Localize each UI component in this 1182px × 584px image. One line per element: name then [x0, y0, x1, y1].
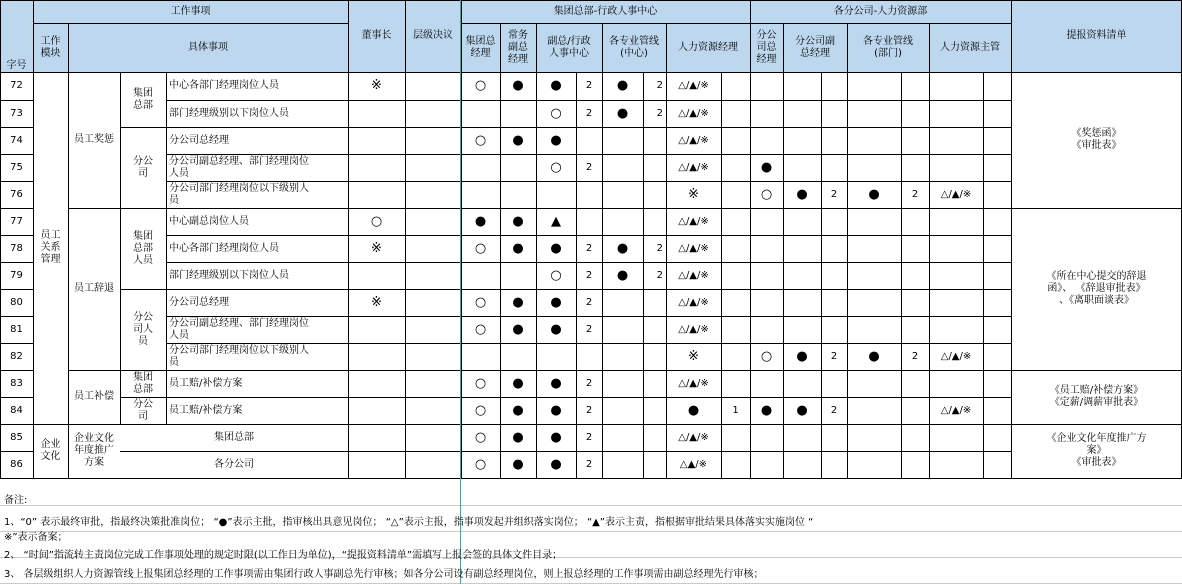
mark-ev[interactable]: ●: [512, 213, 524, 229]
grid-line: [461, 0, 462, 478]
header-exec-vp[interactable]: 常务 副总 经理: [508, 29, 528, 65]
grid-line: [33, 424, 69, 425]
mark-bpln[interactable]: 2: [911, 188, 919, 200]
mark-hr[interactable]: ●: [687, 402, 700, 418]
mark-adn[interactable]: 2: [585, 296, 593, 308]
grid-line: [405, 0, 406, 478]
item-description[interactable]: 分公司副总经理、部门经理岗位 人员: [169, 155, 309, 179]
group-reward[interactable]: 员工奖惩: [74, 134, 114, 145]
mark-bpl[interactable]: ●: [868, 348, 880, 364]
mark-adn[interactable]: 2: [585, 269, 593, 281]
freeze-pane-line: [460, 0, 461, 584]
materials-culture[interactable]: 《企业文化年度推广方 案》 《审批表》: [1046, 433, 1147, 468]
mark-gm[interactable]: ○: [474, 321, 487, 337]
mark-ad[interactable]: ●: [550, 132, 562, 148]
mark-adn[interactable]: 2: [585, 80, 593, 91]
mark-pln[interactable]: 2: [656, 107, 663, 119]
grid-line: [1011, 0, 1012, 478]
mark-adn[interactable]: 2: [585, 458, 593, 470]
mark-hr[interactable]: △/▲/※: [678, 269, 709, 281]
mark-adn[interactable]: 2: [585, 242, 593, 254]
mark-hr[interactable]: △/▲/※: [678, 80, 709, 91]
module-culture[interactable]: 企业 文化: [40, 439, 61, 462]
mark-pln[interactable]: 2: [656, 242, 663, 254]
row-number[interactable]: 81: [10, 323, 23, 335]
header-work-items[interactable]: 工作事项: [170, 5, 211, 17]
mark-adn[interactable]: 2: [585, 323, 593, 335]
item-description[interactable]: 各分公司: [214, 458, 254, 470]
mark-bvg[interactable]: ●: [796, 348, 808, 364]
mark-ad[interactable]: ●: [550, 429, 562, 445]
row-number[interactable]: 74: [10, 134, 23, 146]
header-chairman[interactable]: 董事长: [361, 30, 392, 41]
item-description[interactable]: 中心各部门经理岗位人员: [169, 242, 279, 254]
grid-line: [348, 0, 349, 478]
mark-ad[interactable]: ○: [550, 159, 562, 175]
grid-line: [120, 72, 121, 424]
mark-pln[interactable]: 2: [656, 80, 663, 91]
grid-line: [166, 72, 167, 424]
materials-resign[interactable]: 《所在中心提交的辞退 函》、 《辞退审批表》 、《离职面谈表》: [1046, 271, 1147, 306]
grid-line: [783, 23, 784, 478]
group-culture-item[interactable]: 企业文化 年度推广 方案: [74, 433, 114, 468]
header-work-module[interactable]: 工作 模块: [40, 35, 61, 59]
mark-bhr[interactable]: △/▲/※: [940, 404, 972, 416]
mark-ev[interactable]: ●: [512, 375, 524, 391]
grid-line: [0, 531, 1182, 532]
header-admin-director[interactable]: 副总/行政 人事中心: [547, 35, 591, 59]
grid-line: [120, 478, 1012, 479]
header-level-decision[interactable]: 层级决议: [413, 30, 453, 41]
mark-ad[interactable]: ▲: [551, 213, 561, 229]
grid-line: [821, 72, 822, 478]
grid-line: [643, 72, 644, 478]
mark-bgm[interactable]: ○: [760, 186, 773, 202]
mark-ev[interactable]: ●: [512, 78, 524, 93]
grid-line: [0, 235, 34, 236]
grid-line: [1011, 208, 1182, 209]
row-number[interactable]: 84: [10, 404, 23, 416]
grid-line: [166, 397, 1012, 398]
item-description[interactable]: 分公司副总经理、部门经理岗位 人员: [169, 317, 309, 341]
header-seq[interactable]: 字号: [6, 60, 27, 71]
mark-ad[interactable]: ●: [550, 402, 562, 418]
item-description[interactable]: 员工赔/补偿方案: [169, 404, 243, 416]
grid-line: [847, 23, 848, 478]
grid-line: [0, 0, 1182, 1]
item-description[interactable]: 分公司总经理: [169, 134, 229, 146]
grid-line: [166, 235, 1012, 236]
mark-hr[interactable]: △/▲/※: [678, 161, 709, 173]
sub-br-comp[interactable]: 分公 司: [133, 398, 153, 422]
item-description[interactable]: 集团总部: [214, 431, 254, 443]
grid-line: [0, 127, 34, 128]
mark-gm[interactable]: ○: [474, 375, 487, 391]
grid-line: [1011, 478, 1182, 479]
row-number[interactable]: 80: [10, 296, 23, 308]
grid-line: [576, 72, 577, 478]
mark-bgm[interactable]: ●: [760, 402, 773, 418]
mark-gm[interactable]: ○: [474, 402, 487, 418]
grid-line: [68, 424, 121, 425]
row-number[interactable]: 83: [10, 377, 23, 389]
grid-line: [0, 100, 34, 101]
mark-gm[interactable]: ○: [474, 294, 487, 310]
mark-ad[interactable]: ○: [550, 105, 562, 121]
item-description[interactable]: 分公司部门经理岗位以下级别人 员: [169, 344, 309, 368]
mark-ev[interactable]: ●: [512, 132, 524, 148]
grid-line: [166, 127, 1012, 128]
mark-gm[interactable]: ○: [474, 78, 487, 93]
mark-gm[interactable]: ●: [474, 213, 487, 229]
item-description[interactable]: 中心各部门经理岗位人员: [169, 80, 279, 91]
grid-line: [0, 289, 34, 290]
grid-line: [166, 154, 1012, 155]
materials-comp[interactable]: 《员工赔/补偿方案》 《定薪/调薪审批表》: [1049, 385, 1144, 408]
mark-bvg[interactable]: ●: [796, 402, 808, 418]
grid-line: [120, 127, 167, 128]
mark-ad[interactable]: ●: [550, 321, 562, 337]
row-number[interactable]: 86: [10, 458, 23, 470]
item-description[interactable]: 部门经理级别以下岗位人员: [169, 107, 289, 119]
mark-c[interactable]: ※: [371, 240, 382, 256]
mark-ev[interactable]: ●: [512, 456, 524, 472]
mark-gm[interactable]: ○: [474, 132, 487, 148]
mark-ad[interactable]: ○: [550, 267, 562, 283]
grid-line: [166, 181, 1012, 182]
mark-pl[interactable]: ●: [616, 105, 629, 121]
grid-line: [0, 72, 1182, 73]
mark-ev[interactable]: ●: [512, 429, 524, 445]
header-specific-items[interactable]: 具体事项: [188, 41, 228, 53]
group-comp[interactable]: 员工补偿: [74, 391, 114, 402]
grid-line: [33, 478, 69, 479]
grid-line: [0, 370, 34, 371]
mark-bpln[interactable]: 2: [911, 350, 919, 362]
mark-gm[interactable]: ○: [474, 429, 487, 445]
mark-bgm[interactable]: ●: [760, 159, 773, 175]
grid-line: [120, 451, 1012, 452]
item-description[interactable]: 部门经理级别以下岗位人员: [169, 269, 289, 281]
mark-adn[interactable]: 2: [585, 404, 593, 416]
grid-line: [0, 505, 1182, 506]
mark-ev[interactable]: ●: [512, 321, 524, 337]
grid-line: [120, 370, 167, 371]
row-number[interactable]: 72: [10, 80, 23, 91]
row-number[interactable]: 82: [10, 350, 23, 362]
mark-ev[interactable]: ●: [512, 402, 524, 418]
grid-line: [0, 181, 34, 182]
mark-adn[interactable]: 2: [585, 377, 593, 389]
grid-line: [1011, 370, 1182, 371]
header-branch-gm[interactable]: 分公 司总 经理: [756, 29, 777, 65]
mark-hr[interactable]: △/▲/※: [678, 323, 709, 335]
mark-bvgn[interactable]: 2: [830, 404, 838, 416]
item-description[interactable]: 员工赔/补偿方案: [169, 377, 243, 389]
mark-bgm[interactable]: ○: [760, 348, 773, 364]
header-group-hq[interactable]: 集团总部-行政人事中心: [553, 5, 658, 17]
row-number[interactable]: 85: [10, 431, 23, 443]
grid-line: [0, 424, 34, 425]
grid-line: [166, 100, 1012, 101]
grid-line: [0, 262, 34, 263]
materials-reward[interactable]: 《奖惩函》 《审批表》: [1071, 128, 1122, 151]
row-number[interactable]: 76: [10, 188, 23, 200]
group-resign[interactable]: 员工辞退: [74, 283, 114, 294]
mark-bvg[interactable]: ●: [796, 186, 808, 202]
mark-ad[interactable]: ●: [550, 456, 562, 472]
sub-br-resign[interactable]: 分公 司人 员: [133, 311, 153, 347]
sub-hq-reward[interactable]: 集团 总部: [133, 87, 153, 111]
mark-bhr[interactable]: △/▲/※: [940, 188, 972, 200]
grid-line: [33, 23, 349, 24]
mark-bvgn[interactable]: 2: [830, 188, 838, 200]
mark-hr[interactable]: △/▲/※: [678, 377, 709, 389]
grid-line: [721, 72, 722, 478]
mark-gm[interactable]: ○: [474, 456, 487, 472]
grid-line: [0, 0, 1, 478]
mark-adn[interactable]: 2: [585, 431, 593, 443]
grid-line: [68, 208, 121, 209]
header-group-gm[interactable]: 集团总 经理: [465, 35, 496, 59]
note-line: ※”表示备案；: [4, 532, 68, 543]
sub-hq-comp[interactable]: 集团 总部: [133, 371, 153, 395]
grid-line: [750, 0, 751, 478]
grid-line: [0, 397, 34, 398]
mark-pl[interactable]: ●: [616, 267, 629, 283]
grid-line: [0, 316, 34, 317]
notes-title: 备注:: [4, 495, 28, 506]
mark-hr[interactable]: △▲/※: [679, 458, 708, 470]
grid-line: [0, 208, 34, 209]
module-employee-relations[interactable]: 员工 关系 管理: [40, 230, 61, 265]
row-number[interactable]: 79: [10, 269, 23, 281]
mark-ad[interactable]: ●: [550, 375, 562, 391]
grid-line: [1011, 424, 1182, 425]
mark-hr[interactable]: ※: [688, 348, 699, 364]
row-number[interactable]: 78: [10, 242, 23, 254]
mark-ad[interactable]: ●: [550, 240, 562, 256]
row-number[interactable]: 73: [10, 107, 23, 119]
mark-hr[interactable]: △/▲/※: [678, 107, 709, 119]
header-pro-line-dept[interactable]: 各专业管线 (部门): [863, 35, 913, 59]
header-branch-vgm[interactable]: 分公司副 总经理: [795, 35, 835, 59]
grid-line: [68, 23, 69, 478]
mark-pl[interactable]: ●: [616, 240, 629, 256]
sub-br-reward[interactable]: 分公 司: [133, 155, 153, 179]
grid-line: [33, 0, 34, 478]
mark-hr[interactable]: ※: [688, 186, 699, 202]
row-number[interactable]: 75: [10, 161, 23, 173]
mark-hr[interactable]: △/▲/※: [678, 134, 709, 146]
note-line: 1、“0” 表示最终审批，指最终决策批准岗位； “●”表示主批，指审核出具意见岗位； “△”表示主报，指事项发起并组织落实岗位； “▲”表示主责，指根据审批结果具体落实实施岗位 “: [4, 517, 814, 528]
mark-adn[interactable]: 2: [585, 161, 593, 173]
mark-hr[interactable]: △/▲/※: [678, 242, 709, 254]
grid-line: [500, 23, 501, 478]
mark-hrn[interactable]: 1: [732, 404, 739, 416]
grid-line: [929, 23, 930, 478]
grid-line: [0, 451, 34, 452]
grid-line: [0, 478, 34, 479]
grid-line: [666, 23, 667, 478]
header-branches[interactable]: 各分公司-人力资源部: [833, 5, 928, 17]
mark-gm[interactable]: ○: [474, 240, 487, 256]
mark-bvgn[interactable]: 2: [830, 350, 838, 362]
grid-line: [901, 72, 902, 478]
mark-c[interactable]: ○: [370, 213, 383, 229]
grid-line: [166, 262, 1012, 263]
grid-line: [0, 154, 34, 155]
mark-pl[interactable]: ●: [616, 78, 629, 93]
header-hr-manager[interactable]: 人力资源经理: [678, 41, 738, 53]
mark-bpl[interactable]: ●: [868, 186, 880, 202]
grid-line: [68, 478, 121, 479]
row-number[interactable]: 77: [10, 215, 23, 227]
grid-line: [166, 316, 1012, 317]
header-hr-supervisor[interactable]: 人力资源主管: [940, 41, 1000, 53]
grid-line: [166, 208, 1012, 209]
grid-line: [536, 23, 537, 478]
item-description[interactable]: 分公司部门经理岗位以下级别人 员: [169, 182, 309, 206]
note-line: 2、 “时间”指流转主责岗位完成工作事项处理的规定时限(以工作日为单位)，“提报资料清单”需填写上报会签的具体文件目录；: [4, 550, 563, 561]
mark-ev[interactable]: ●: [512, 240, 524, 256]
mark-ev[interactable]: ●: [512, 294, 524, 310]
sub-hq-resign[interactable]: 集团 总部 人员: [133, 230, 153, 266]
item-description[interactable]: 分公司总经理: [169, 296, 229, 308]
item-description[interactable]: 中心副总岗位人员: [169, 215, 249, 227]
mark-c[interactable]: ※: [371, 78, 382, 93]
grid-line: [120, 397, 167, 398]
mark-pln[interactable]: 2: [656, 269, 663, 281]
grid-line: [120, 424, 1012, 425]
grid-line: [120, 208, 167, 209]
note-line: 3、 各层级组织人力资源管线上报集团总经理的工作事项需由集团行政人事副总先行审核；如各分公司设有副总经理岗位，则上报总经理的工作事项需由副总经理先行审核；: [4, 569, 764, 580]
grid-line: [68, 370, 121, 371]
header-materials[interactable]: 提报资料清单: [1066, 30, 1127, 41]
grid-line: [983, 72, 984, 478]
grid-line: [166, 343, 1012, 344]
mark-c[interactable]: ※: [371, 294, 382, 310]
mark-ad[interactable]: ●: [550, 78, 562, 93]
mark-ad[interactable]: ●: [550, 294, 562, 310]
mark-hr[interactable]: △/▲/※: [678, 296, 709, 308]
grid-line: [602, 23, 603, 478]
grid-line: [0, 343, 34, 344]
grid-line: [120, 289, 167, 290]
grid-line: [166, 289, 1012, 290]
mark-hr[interactable]: △/▲/※: [678, 215, 709, 227]
mark-adn[interactable]: 2: [585, 107, 593, 119]
mark-hr[interactable]: △/▲/※: [678, 431, 709, 443]
header-pro-line-center[interactable]: 各专业管线 (中心): [609, 35, 659, 59]
grid-line: [166, 370, 1012, 371]
mark-bhr[interactable]: △/▲/※: [940, 350, 972, 362]
